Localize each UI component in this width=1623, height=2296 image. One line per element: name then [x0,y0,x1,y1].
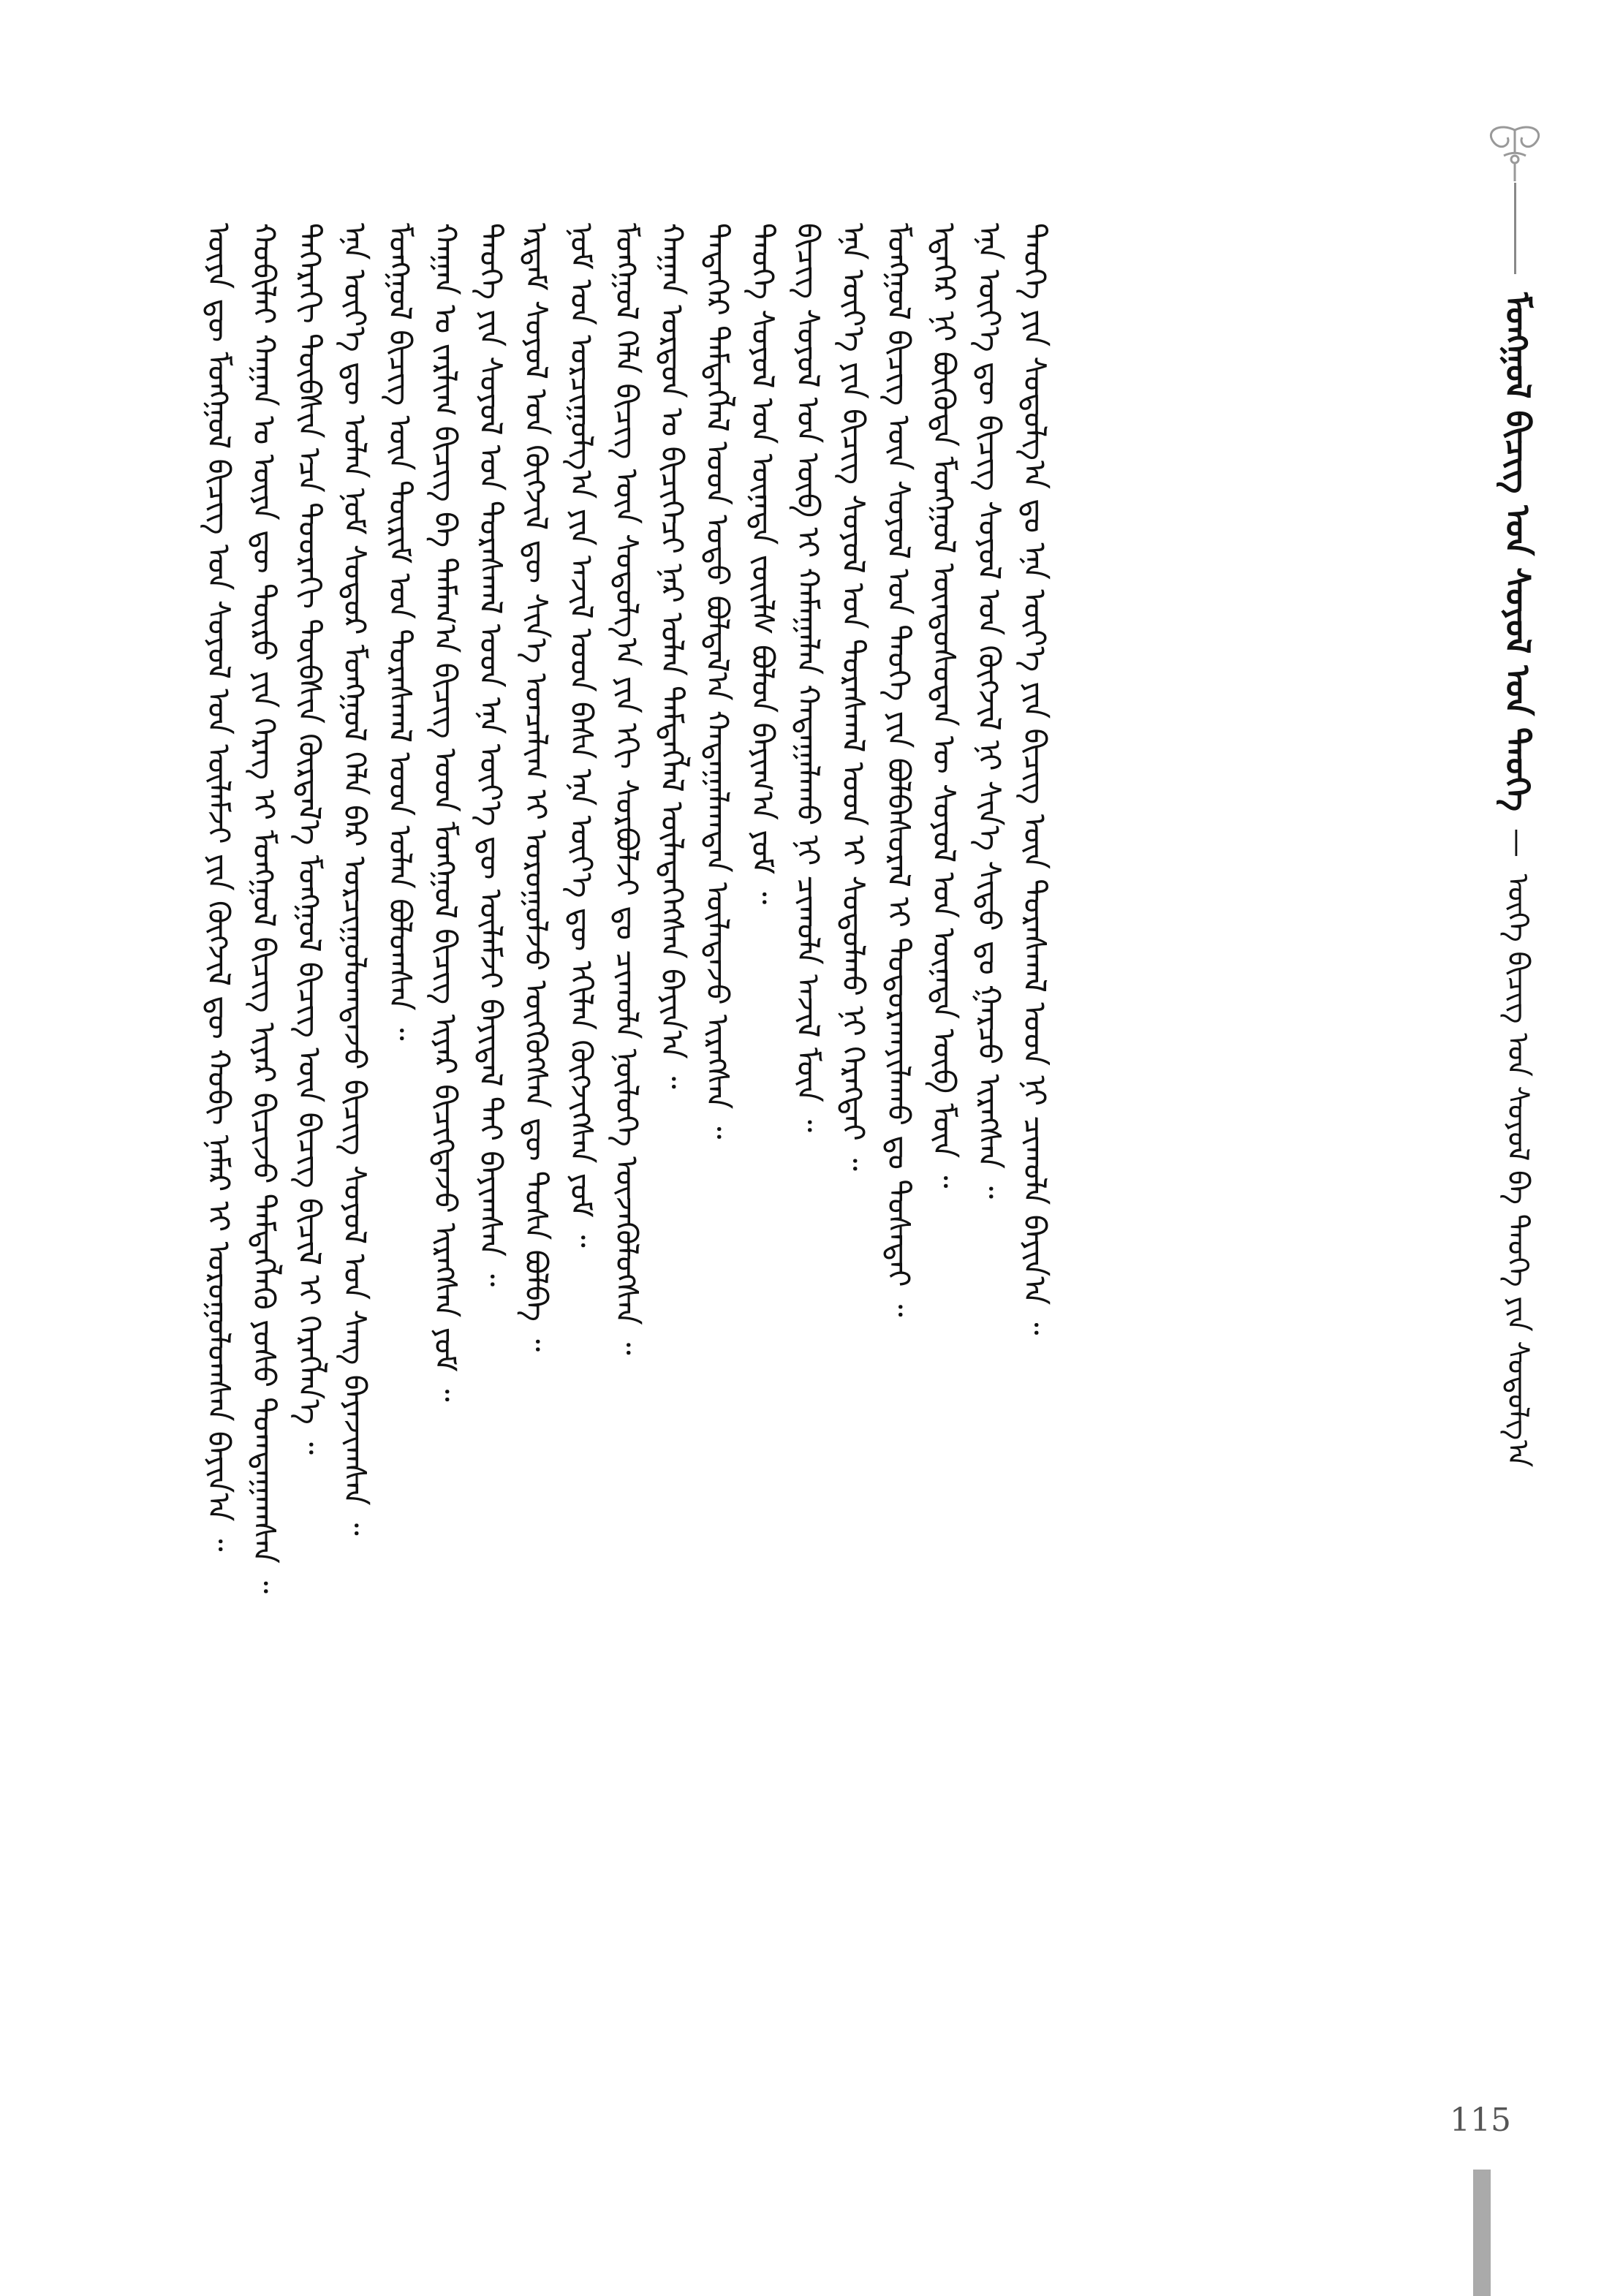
body-text [196,223,1190,1831]
text-column: ᠡᠨᠡ ᠦᠶ᠎ᠡ ᠳᠦ ᠣᠯᠠᠨ ᠨᠣᠮ ᠰᠤᠳᠤᠷ ᠮᠣᠩᠭᠣᠯ ᠬᠡᠯᠡ ᠪᠡᠷ ᠣᠷᠴᠢᠭᠤᠯᠤᠭᠳᠠᠵᠤ ᠪᠢᠴᠢᠭ ᠰᠣᠶᠣᠯ ᠤᠨ ᠰᠠᠩ ᠪᠠᠶᠠᠵᠢᠭᠰᠠᠨ ᠃ [337,223,373,1536]
text-column: ᠬᠠᠭᠠᠨ ᠣᠷᠳᠣᠨ ᠤ ᠪᠢᠴᠢᠭᠡᠴᠢ ᠨᠠᠷ ᠣᠯᠠᠨ ᠲᠡᠮᠳᠡᠭᠯᠡᠯ ᠦᠯᠡᠳᠡᠭᠡᠭᠰᠡᠨ ᠪᠠᠶᠢᠨ᠎ᠠ ᠃ [654,223,690,1089]
text-column: ᠬᠠᠭᠠᠨ ᠤ ᠵᠠᠷᠯᠢᠭ ᠪᠢᠴᠢᠭ ᠪᠠ ᠲᠠᠮᠠᠭ᠎ᠠ ᠪᠢᠴᠢᠭ ᠤᠳ ᠮᠣᠩᠭᠣᠯ ᠪᠢᠴᠢᠭ ᠢᠶᠡᠷ ᠪᠢᠴᠢᠭᠳᠡᠵᠦ ᠢᠷᠡᠭᠰᠡᠨ ᠶᠤᠮ ᠃ [428,223,464,1402]
text-column: ᠮᠣᠩᠭᠣᠯ ᠬᠡᠯᠡ ᠪᠢᠴᠢᠭ ᠦᠨ ᠰᠤᠳᠤᠯᠭ᠎ᠠ ᠶᠢᠨ ᠡᠬᠢ ᠰᠤᠷᠪᠤᠯᠵᠢ ᠳᠤ ᠴᠢᠬᠤᠯᠠ ᠨᠥᠯᠦᠭᠡ ᠦᠵᠡᠭᠦᠯᠦᠭᠰᠡᠨ ᠃ [609,223,645,1355]
text-column: ᠨᠣᠮ ᠤᠨ ᠣᠷᠴᠢᠭᠤᠯᠭ᠎ᠠ ᠶᠢᠨ ᠠᠵᠢᠯ ᠤᠳ ᠪᠠᠰᠠ ᠡᠨᠡ ᠦᠶ᠎ᠡ ᠳᠦ ᠡᠬᠢᠯᠡᠨ ᠬᠥᠭᠵᠢᠭᠰᠡᠨ ᠶᠤᠮ ᠃ [564,223,599,1248]
text-column: ᠮᠣᠩᠭᠣᠯ ᠪᠢᠴᠢᠭ ᠦᠨ ᠳᠦᠷᠢᠮ ᠤᠨ ᠳᠤᠷᠠᠰᠬᠠᠯ ᠤᠳ ᠣᠯᠠᠨ ᠪᠣᠯᠤᠭᠰᠠᠨ ᠃ [382,223,418,1041]
text-column: ᠪᠢᠴᠢᠭ ᠰᠣᠶᠣᠯ ᠤᠨ ᠥᠪ ᠢ ᠬᠠᠮᠠᠭᠠᠯᠠᠨ ᠬᠠᠳᠠᠭᠠᠯᠠᠬᠤ ᠨᠢ ᠴᠢᠬᠤᠯᠠ ᠠᠵᠢᠯ ᠮᠥᠨ ᠃ [790,223,826,1132]
text-column: ᠳᠡᠭᠡᠷᠡᠬᠢ ᠲᠦᠪᠰᠢᠨ ᠡᠴᠡ ᠳᠣᠣᠷᠠᠬᠢ ᠲᠦᠪᠰᠢᠨ ᠬᠦᠷᠲᠡᠯ᠎ᠡ ᠮᠣᠩᠭᠣᠯ ᠪᠢᠴᠢᠭ ᠦᠨ ᠪᠢᠴᠢᠭ ᠪᠢᠴᠢᠯ ᠢ ᠬᠡᠷᠡᠭᠯᠡᠨ᠎ᠡ ᠃ [292,223,328,1455]
text-column: ᠲᠡᠦᠬᠡ ᠶᠢᠨ ᠰᠣᠶᠣᠯ ᠤᠨ ᠳᠤᠷᠠᠰᠬᠠᠯ ᠤᠳ ᠡᠨᠡ ᠦᠶ᠎ᠡ ᠳᠦ ᠦᠯᠡᠮᠵᠢ ᠪᠠᠶᠢᠳᠠᠯ ᠲᠠᠢ ᠪᠠᠶᠢᠭᠰᠠᠨ ᠃ [473,223,509,1287]
text-column: ᠮᠣᠩᠭᠣᠯ ᠪᠢᠴᠢᠭ ᠦᠨ ᠰᠣᠶᠣᠯ ᠤᠨ ᠲᠡᠦᠬᠡ ᠶᠢᠨ ᠪᠣᠯᠪᠠᠰᠤᠷᠠᠯ ᠢ ᠲᠣᠳᠣᠷᠬᠠᠶᠢᠯᠠᠬᠤ ᠳᠤ ᠲᠤᠰᠠᠲᠠᠢ ᠃ [881,223,917,1317]
page-edge-tab [1473,2170,1491,2296]
text-column: ᠡᠨᠡ ᠦᠶ᠎ᠡ ᠳᠦ ᠪᠢᠴᠢᠭ ᠰᠣᠶᠣᠯ ᠤᠨ ᠬᠥᠭᠵᠢᠯ ᠨᠢ ᠰᠢᠨ᠎ᠡ ᠰᠢᠲᠤ ᠳᠤ ᠭᠠᠷᠴᠤ ᠢᠷᠡᠭᠰᠡᠨ ᠃ [972,223,1007,1199]
page-number: 115 [1450,2102,1511,2139]
text-column: ᠬᠤᠪᠢᠯᠠᠢ ᠬᠠᠭᠠᠨ ᠤ ᠦᠶᠡ ᠳᠦ ᠲᠥᠷᠥ ᠶᠢᠨ ᠬᠡᠷᠡᠭ ᠢ ᠮᠣᠩᠭᠣᠯ ᠪᠢᠴᠢᠭ ᠢᠶᠡᠷ ᠪᠢᠴᠢᠵᠦ ᠲᠡᠮᠳᠡᠭᠯᠡᠬᠦ ᠶᠣᠰᠣ ᠲᠣᠭᠲᠠᠭᠠᠭᠰᠠᠨ ᠃ [246,223,282,1594]
ornament-flourish-icon [1471,123,1559,189]
running-head [1496,292,1540,1468]
running-head-subtitle: ᠦᠭᠡ ᠪᠢᠴᠢᠭ ᠤᠨ ᠰᠣᠶᠣᠯ ᠪᠠ ᠲᠡᠦᠬᠡ ᠶᠢᠨ ᠰᠤᠳᠤᠯᠭ᠎ᠠ [1501,874,1535,1468]
text-column: ᠦᠶᠡ ᠳᠦ ᠮᠣᠩᠭᠣᠯ ᠪᠢᠴᠢᠭ ᠤᠨ ᠰᠣᠶᠣᠯ ᠤᠨ ᠦᠯᠡᠮᠵᠢ ᠶᠢᠨ ᠬᠥᠭᠵᠢᠯ ᠳᠦ ᠬᠤᠪᠢ ᠨᠡᠮᠡᠷ ᠢ ᠣᠷᠤᠭᠤᠯᠤᠭᠰᠠᠨ ᠪᠠᠶᠢᠨ᠎ᠠ ᠃ [201,223,237,1552]
header-rule [1514,183,1516,274]
running-head-dash: — [1501,827,1535,857]
text-column: ᠲᠡᠦᠬᠡ ᠰᠣᠶᠣᠯ ᠤᠨ ᠦᠨᠡᠲᠡ ᠵᠦᠢᠯᠰ ᠪᠣᠯᠤᠨ ᠪᠠᠶᠢᠭ᠎ᠠ ᠶᠤᠮ ᠃ [745,223,781,905]
text-column: ᠲᠡᠳᠡᠭᠡᠷ ᠲᠡᠮᠳᠡᠭᠯᠡᠯ ᠤᠳ ᠣᠳᠣ ᠪᠣᠯᠲᠠᠯ᠎ᠠ ᠬᠠᠳᠠᠭᠠᠯᠠᠭᠳᠠᠨ ᠦᠯᠡᠳᠡᠵᠦ ᠢᠷᠡᠭᠰᠡᠨ ᠃ [700,223,735,1140]
text-column: ᠡᠳᠡᠭᠡᠷ ᠨᠢ ᠪᠦᠭᠦᠳᠡ ᠮᠣᠩᠭᠣᠯ ᠦᠨᠳᠦᠰᠦᠲᠡᠨ ᠦ ᠰᠣᠶᠣᠯ ᠤᠨ ᠦᠨᠡᠲᠡ ᠥᠪ ᠮᠥᠨ ᠃ [926,223,962,1189]
text-column: ᠡᠷᠳᠡᠮ ᠰᠣᠶᠣᠯ ᠤᠨ ᠬᠥᠭᠵᠢᠯ ᠳᠦ ᠰᠢᠨ᠎ᠡ ᠣᠨᠴᠠᠯᠢᠭ ᠢ ᠣᠷᠤᠭᠤᠯᠵᠤ ᠥᠭᠭᠦᠭᠰᠡᠨ ᠳᠦ ᠲᠤᠰᠠ ᠪᠣᠯᠪᠠ ᠃ [518,223,554,1352]
text-column: ᠡᠨᠡ ᠦᠶ᠎ᠡ ᠶᠢᠨ ᠪᠢᠴᠢᠭ ᠰᠣᠶᠣᠯ ᠤᠨ ᠳᠤᠷᠠᠰᠬᠠᠯ ᠤᠳ ᠢ ᠰᠤᠳᠤᠯᠬᠤ ᠨᠢ ᠬᠡᠷᠡᠭᠲᠡᠢ ᠃ [836,223,871,1171]
running-head-title: ᠮᠣᠩᠭᠣᠯ ᠪᠢᠴᠢᠭ ᠤᠨ ᠰᠣᠶᠣᠯ ᠤᠨ ᠲᠡᠦᠬᠡ [1498,292,1537,811]
text-column: ᠲᠡᠦᠬᠡ ᠶᠢᠨ ᠰᠤᠳᠤᠯᠭ᠎ᠠ ᠳᠤ ᠡᠨᠡ ᠦᠶ᠎ᠡ ᠶᠢᠨ ᠪᠢᠴᠢᠭ ᠦᠨ ᠳᠤᠷᠠᠰᠬᠠᠯ ᠤᠳ ᠨᠢ ᠴᠢᠬᠤᠯᠠ ᠪᠠᠶᠢᠨ᠎ᠠ ᠃ [1017,223,1053,1335]
